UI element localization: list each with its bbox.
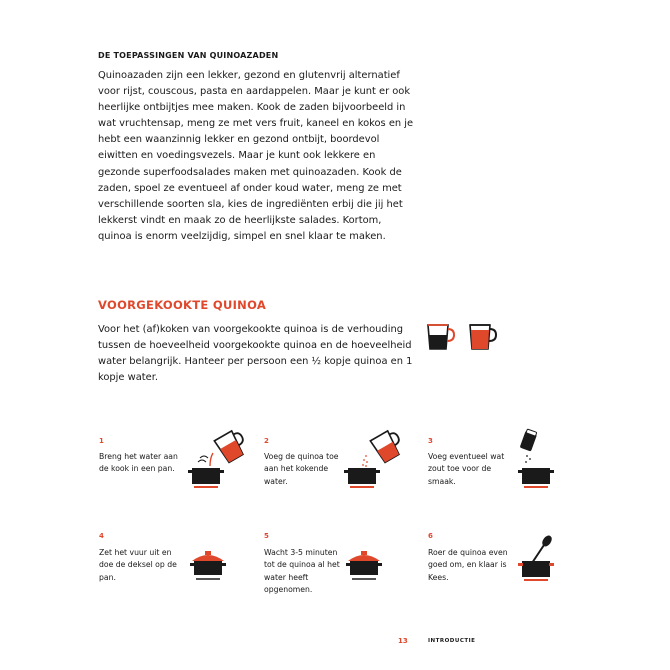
step-number: 5 [264, 532, 269, 540]
intro-paragraph: Quinoazaden zijn een lekker, gezond en glutenvrij alternatief voor rijst, couscous, pasta en aardappelen. Maar je kunt er ook heerlijke ontbijtjes mee maken. Kook de zaden bijvoorbeeld in wat vruchtensap, meng ze met vers fruit, kaneel en kokos en je hebt een waanzinnig lekker en gezond ontbijt, boordevol eiwitten en voedingsvezels. Maar je kunt ook lekkere en gezonde superfoodsalades maken met quinoazaden. Kook de zaden, spoel ze eventueel af onder koud water, meng ze met verschillende soorten sla, kies de ingrediënten erbij die jij het lekkerst vindt en maak zo de heerlijkste salades. Kortom, quinoa is enorm veelzijdig, simpel en snel klaar te maken. [98, 70, 414, 242]
step-number: 3 [428, 437, 433, 445]
step-text: Voeg de quinoa toe aan het kokende water. [264, 452, 339, 486]
pour-water-into-pot-icon [186, 428, 250, 492]
step-text: Voeg eventueel wat zout toe voor de smaak. [428, 452, 505, 486]
section-label: INTRODUCTIE [428, 638, 476, 644]
step-number: 1 [99, 437, 104, 445]
step-number: 2 [264, 437, 269, 445]
step-number: 4 [99, 532, 104, 540]
salt-shaker-pot-icon [508, 428, 564, 492]
subsection-paragraph: Voor het (af)koken van voorgekookte quinoa is de verhouding tussen de hoeveelheid voorgekookte quinoa en de hoeveelheid water belangrijk. Hanteer per persoon een ½ kopje quinoa en 1 kopje water. [98, 324, 413, 384]
full-cup-icon [470, 325, 496, 349]
step-text: Zet het vuur uit en doe de deksel op de pan. [99, 548, 177, 582]
section-title: DE TOEPASSINGEN VAN QUINOAZADEN [98, 51, 279, 60]
measuring-cups-icon [426, 322, 506, 352]
step-number: 6 [428, 532, 433, 540]
step-text: Wacht 3-5 minuten tot de quinoa al het water heeft opgenomen. [264, 548, 340, 595]
step-text: Roer de quinoa even goed om, en klaar is Kees. [428, 548, 508, 582]
page-number: 13 [398, 637, 408, 645]
covered-pot-icon [186, 545, 230, 589]
step-text: Breng het water aan de kook in een pan. [99, 452, 178, 474]
covered-pot-waiting-icon [342, 545, 386, 589]
subsection-title: VOORGEKOOKTE QUINOA [98, 298, 267, 312]
stir-spoon-pot-icon [508, 535, 564, 589]
half-cup-icon [428, 325, 454, 349]
pour-quinoa-into-pot-icon [342, 428, 406, 492]
